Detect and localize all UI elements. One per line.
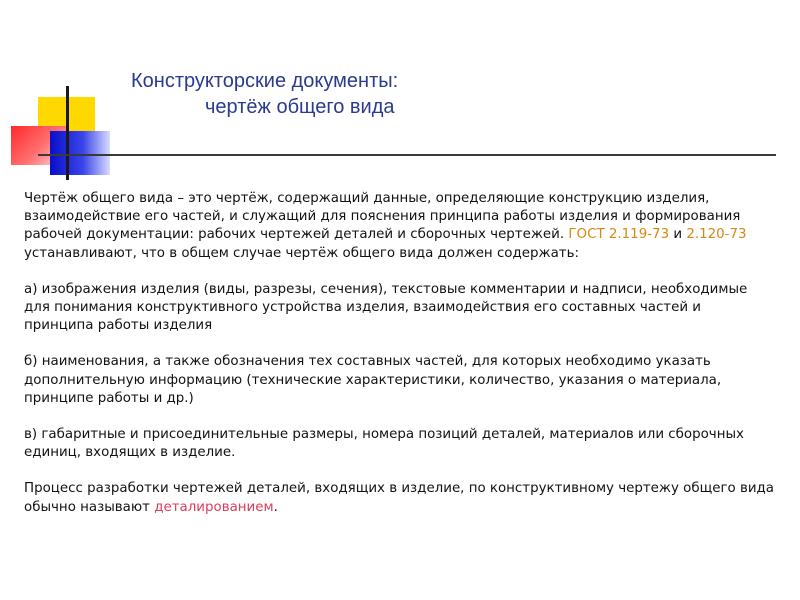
- detailing-term-link[interactable]: деталированием: [154, 499, 274, 515]
- final-paragraph: [24, 480, 774, 516]
- intro-end: устанавливают, что в общем случае чертёж общего вида должен содержать:: [24, 245, 579, 261]
- item-a-paragraph: а) изображения изделия (виды, разрезы, сечения), текстовые комментарии и надписи, необходимые для понимания конструктивного устройства изделия, взаимодействия его составных частей и принципа работы изделия: [24, 281, 748, 334]
- logo-blue-square: [50, 131, 110, 175]
- final-end: .: [273, 499, 278, 515]
- gost-link-2-119[interactable]: ГОСТ 2.119-73: [568, 227, 670, 243]
- intro-paragraph: [24, 190, 774, 263]
- item-b-paragraph: б) наименования, а также обозначения тех составных частей, для которых необходимо указать дополнительную информацию (технические характеристики, количество, указания о материала, принципе работы и др.): [24, 354, 722, 406]
- and-word: и: [673, 227, 683, 243]
- final-text: Процесс разработки чертежей деталей, входящих в изделие, по конструктивному чертежу общего вида обычно называют: [24, 481, 775, 515]
- intro-text: Чертёж общего вида – это чертёж, содержащий данные, определяющие конструкцию изделия, взаимодействие его частей, и служащий для пояснения принципа работы изделия и формирования рабочей документации: рабочих чертежей деталей и сборочных чертежей.: [24, 191, 741, 243]
- slide-title-line1: Конструкторские документы:: [131, 70, 399, 92]
- logo-vertical-line: [66, 86, 69, 180]
- slide-title-line2: чертёж общего вида: [205, 96, 395, 118]
- title-divider-line: [38, 154, 776, 156]
- slide-body: [24, 190, 774, 517]
- gost-link-2-120[interactable]: 2.120-73: [686, 227, 747, 243]
- item-c-paragraph: в) габаритные и присоединительные размеры, номера позиций деталей, материалов или сборочных единиц, входящих в изделие.: [24, 427, 744, 461]
